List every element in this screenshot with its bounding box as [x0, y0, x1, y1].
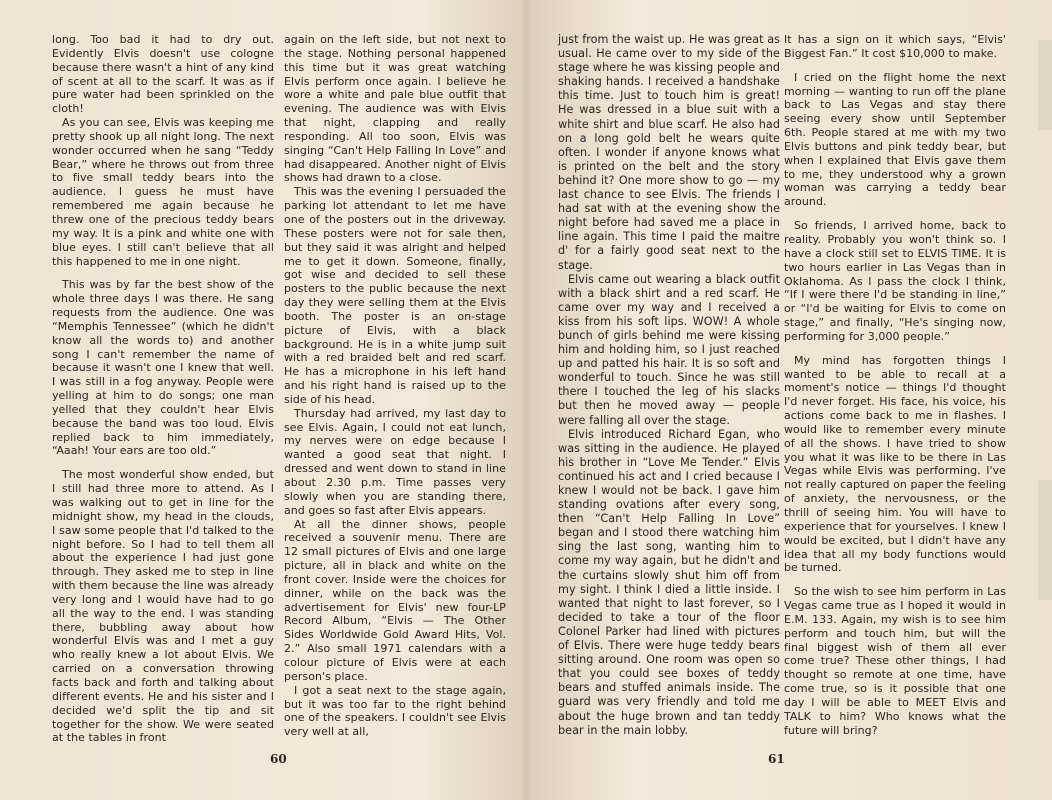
right-page [526, 0, 1052, 800]
bleed-through-mark [1038, 480, 1052, 600]
paragraph: As you can see, Elvis was keeping me pretty shook up all night long. The next wonder occurred when he sang “Teddy Bear,” where he throws out from three to five small teddy bears into the audience. I guess he must have remembered me again because he threw one of the precious teddy bears my way. It is a pink and white one with blue eyes. I still can't believe that all this happened to me in one night. [52, 116, 274, 268]
paragraph: This was by far the best show of the whole three days I was there. He sang requests from the audience. One was “Memphis Tennessee” (which he didn't know all the words to) and another song I can't remember the name of because it wasn't one I knew that well. I was still in a fog anyway. People were yelling at him to do songs; one man yelled that they couldn't hear Elvis because the band was too loud. Elvis replied back to him immediately, “Aaah! Your ears are too old.” [52, 278, 274, 458]
paragraph: So friends, I arrived home, back to reality. Probably you won't think so. I have a clock still set to ELVIS TIME. It is two hours earlier in Las Vegas than in Oklahoma. As I pass the clock I think, “If I were there I'd be standing in line,” or “I'd be waiting for Elvis to come on stage,” and finally, “He's singing now, performing for 3,000 people.” [784, 219, 1006, 343]
right-page-column-2 [784, 33, 1006, 738]
right-page-column-1 [558, 33, 780, 738]
paragraph: I cried on the flight home the next morning — wanting to run off the plane back to Las Vegas and stay there seeing every show until September 6th. People stared at me with my two Elvis buttons and pink teddy bear, but when I explained that Elvis gave them to me, they understood why a grown woman was carrying a teddy bear around. [784, 70, 1006, 209]
paragraph: The most wonderful show ended, but I still had three more to attend. As I was walking out to get in line for the midnight show, my head in the clouds, I saw some people that I'd talked to the night before. So I had to tell them all about the experience I had just gone through. They asked me to step in line with them because the line was already very long and I would have had to go all the way to the end. I was standing there, bubbling away about how wonderful Elvis was and I met a guy who really knew a lot about Elvis. We carried on a conversation throwing facts back and forth and talking about different events. He and his sister and I decided we'd split the tip and sit together for the show. We were seated at the tables in front [52, 468, 274, 745]
paragraph: just from the waist up. He was great as usual. He came over to my side of the stage where he was kissing people and shaking hands. I received a handshake this time. Just to touch him is great! He was dressed in a blue suit with a white shirt and blue scarf. He also had on a long gold belt he wears quite often. I wonder if anyone knows what is printed on the belt and the story behind it? One more show to go — my last chance to see Elvis. The friends I had sat with at the evening show the night before had saved me a place in line again. This time I paid the maitre d' for a fairly good seat next to the stage. [558, 33, 780, 272]
paragraph: It has a sign on it which says, “Elvis' Biggest Fan.” It cost $10,000 to make. [784, 33, 1006, 60]
left-page-column-1 [52, 33, 274, 745]
left-page-column-2 [284, 33, 506, 739]
paragraph: So the wish to see him perform in Las Vegas came true as I hoped it would in E.M. 133. Again, my wish is to see him perform and touch him, but will the final biggest wish of them all ever come true? These other things, I had thought so remote at one time, have come true, so is it possible that one day I will be able to MEET Elvis and TALK to him? Who knows what the future will bring? [784, 585, 1006, 737]
paragraph: Thursday had arrived, my last day to see Elvis. Again, I could not eat lunch, my nerves were on edge because I wanted a good seat that night. I dressed and went down to stand in line about 2.30 p.m. Time passes very slowly when you are standing there, and goes so fast after Elvis appears. [284, 406, 506, 517]
bleed-through-mark [1038, 40, 1052, 130]
page-number-right: 61 [768, 752, 785, 766]
paragraph: Elvis came out wearing a black outfit with a black shirt and a red scarf. He came over my way and I received a kiss from his soft lips. WOW! A whole bunch of girls behind me were kissing him and holding him, so I just reached up and patted his hair. It is so soft and wonderful to touch. Since he was still there I touched the leg of his slacks but then he moved away — people were falling all over the stage. [558, 272, 780, 427]
paragraph: long. Too bad it had to dry out. Evidently Elvis doesn't use cologne because there wasn't a hint of any kind of scent at all to the scarf. It was as if pure water had been sprinkled on the cloth! [52, 33, 274, 116]
paragraph: This was the evening I persuaded the parking lot attendant to let me have one of the posters out in the driveway. These posters were not for sale then, but they said it was alright and helped me to get it down. Someone, finally, got wise and decided to sell these posters to the public because the next day they were selling them at the Elvis booth. The poster is an on-stage picture of Elvis, with a black background. He is in a white jump suit with a red braided belt and red scarf. He has a microphone in his left hand and his right hand is raised up to the side of his head. [284, 185, 506, 406]
page-number-left: 60 [270, 752, 287, 766]
paragraph: At all the dinner shows, people received a souvenir menu. There are 12 small pictures of Elvis and one large picture, all in black and white on the front cover. Inside were the choices for dinner, while on the back was the advertisement for Elvis' new four-LP Record Album, “Elvis — The Other Sides Worldwide Gold Award Hits, Vol. 2.” Also small 1971 calendars with a colour picture of Elvis were at each person's place. [284, 517, 506, 683]
paragraph: Elvis introduced Richard Egan, who was sitting in the audience. He played his brother in “Love Me Tender.” Elvis continued his act and I cried because I knew I would not be back. I gave him standing ovations after every song, then “Can't Help Falling In Love” began and I stood there watching him sing the last song, wanting him to come my way again, but he didn't and the curtains slowly shut him off from my sight. I think I died a little inside. I wanted that night to last forever, so I decided to take a tour of the floor Colonel Parker had lined with pictures of Elvis. There were huge teddy bears sitting around. One room was open so that you could see boxes of teddy bears and stuffed animals inside. The guard was very friendly and told me about the huge brown and tan teddy bear in the main lobby. [558, 427, 780, 737]
paragraph: I got a seat next to the stage again, but it was too far to the right behind one of the speakers. I couldn't see Elvis very well at all, [284, 683, 506, 739]
paragraph: My mind has forgotten things I wanted to be able to recall at a moment's notice — things I'd thought I'd never forget. His face, his voice, his actions come back to me in flashes. I would like to remember every minute of all the shows. I have tried to show you what it was like to be there in Las Vegas while Elvis was performing. I've not really captured on paper the feeling of anxiety, the nervousness, or the thrill of seeing him. You will have to experience that for yourselves. I knew I would be excited, but I didn't have any idea that all my body functions would be turned. [784, 353, 1006, 575]
paragraph: again on the left side, but not next to the stage. Nothing personal happened this time but it was great watching Elvis perform once again. I believe he wore a white and pale blue outfit that evening. The audience was with Elvis that night, clapping and really responding. All too soon, Elvis was singing “Can't Help Falling In Love” and had disappeared. Another night of Elvis shows had drawn to a close. [284, 33, 506, 185]
